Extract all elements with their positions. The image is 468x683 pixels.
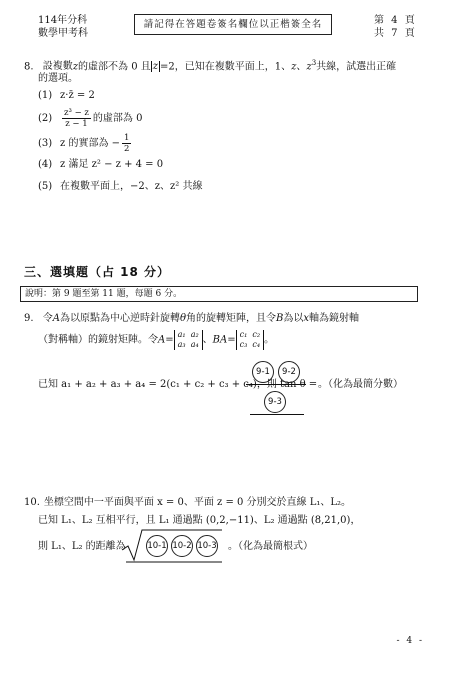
header-year: 114年分科 [38,15,88,26]
question-8-number: 8. [24,61,34,73]
question-8-option-5: (5) 在複數平面上，−2、z、z² 共線 [38,181,203,192]
answer-box-9-1[interactable]: 9-1 [252,361,274,383]
matrix-a: a₁ a₂ a₃ a₄ [174,330,203,350]
answer-box-9-2[interactable]: 9-2 [278,361,300,383]
section-note: 說明：第 9 題至第 11 題，每題 6 分。 [20,286,418,302]
question-9-number: 9. [24,313,34,324]
header-page-current: 第 4 頁 [374,15,417,26]
question-10-line1: 10. 坐標空間中一平面與平面 x = 0、平面 z = 0 分別交於直線 L₁、L₂。 [24,497,352,508]
question-8-line1: 8. 設複數z的虛部不為 0 且 z =2，已知在複數平面上，1、z、$z^3$共線，試選出正確 [24,59,397,73]
question-9-line2: （對稱軸）的鏡射矩陣。令A= a₁ a₂ a₃ a₄ 、BA= c₁ c₂ c₃ c₄ 。 [38,330,275,349]
question-10-line2: 已知 L₁、L₂ 互相平行，且 L₁ 通過點 (0,2,−11)、L₂ 通過點 (8,21,0)， [38,515,361,526]
question-9-line3-suffix: 。（化為最簡分數） [318,379,403,390]
question-9-line1: 9. 令A為以原點為中心逆時針旋轉θ角的旋轉矩陣，且令B為以x軸為鏡射軸 [24,313,359,324]
header-page-info [374,14,417,40]
answer-box-10-1[interactable]: 10-1 [146,535,168,557]
header-subject [38,14,88,40]
question-10-number: 10. [24,497,40,508]
answer-box-10-3[interactable]: 10-3 [196,535,218,557]
answer-box-10-2[interactable]: 10-2 [171,535,193,557]
question-10-line3: 則 L₁、L₂ 的距離為 [38,541,126,552]
answer-box-9-3[interactable]: 9-3 [264,391,286,413]
section-title: 三、選填題（占 18 分） [24,265,171,279]
question-8-option-3: (3) z 的實部為 − $\frac{1}{2}$ [38,133,130,154]
question-8-line2: 的選項。 [38,73,78,84]
header-subject-name: 數學甲考科 [38,28,88,39]
question-8-option-1: (1) z·z̄ = 2 [38,90,95,101]
header-signature-reminder: 請記得在答題卷簽名欄位以正楷簽全名 [134,14,332,35]
header-page-total: 共 7 頁 [374,28,417,39]
matrix-ba: c₁ c₂ c₃ c₄ [236,330,264,350]
answer-underline-9 [250,414,304,415]
question-8-option-2: (2) $\frac{\text{z³ − z}}{z - 1}$ 的虛部為 0 [38,108,143,129]
question-10-line3-suffix: 。（化為最簡根式） [228,541,313,552]
page-number: - 4 - [396,636,424,646]
question-8-option-4: (4) z 滿足 z² − z + 4 = 0 [38,159,164,170]
question-9-line3: 已知 a₁ + a₂ + a₃ + a₄ = 2(c₁ + c₂ + c₃ + c₄)，則 tan θ = [38,379,318,390]
